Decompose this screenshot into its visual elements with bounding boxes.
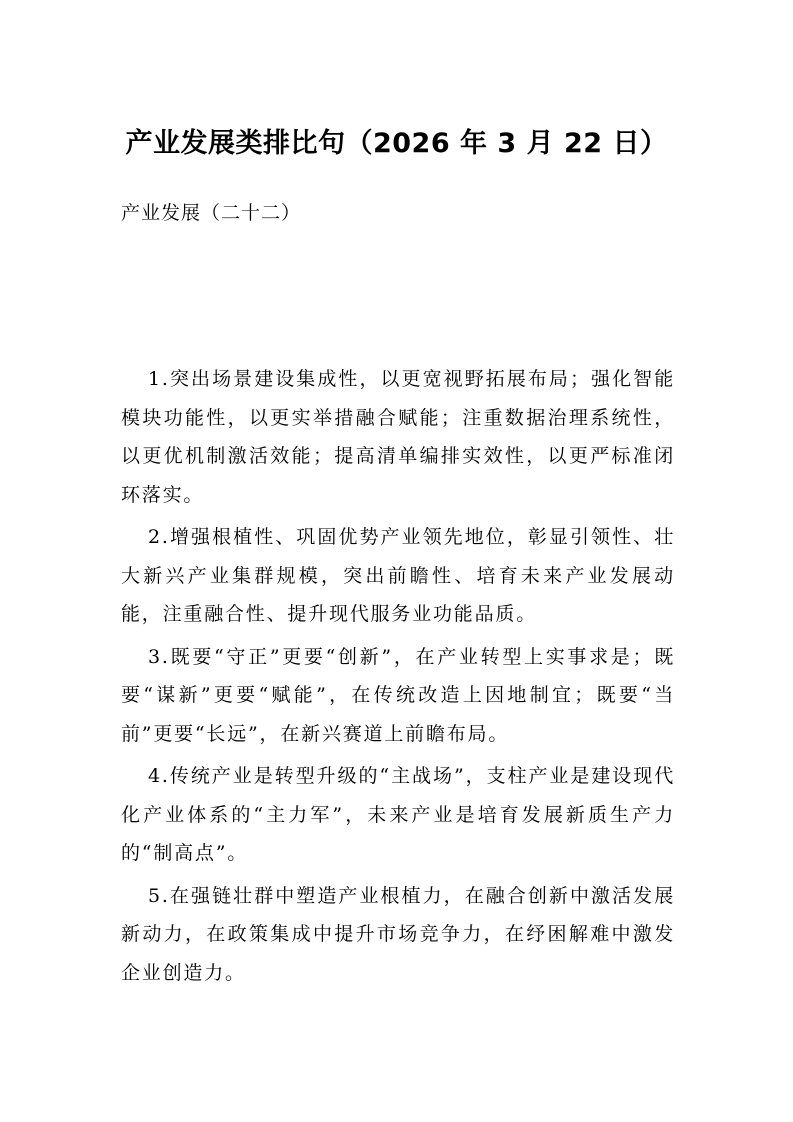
paragraph-2: 2.增强根植性、巩固优势产业领先地位，彰显引领性、壮大新兴产业集群规模，突出前瞻性、培育未来产业发展动能，注重融合性、提升现代服务业功能品质。 [121, 526, 675, 625]
paragraph-1: 1.突出场景建设集成性，以更宽视野拓展布局；强化智能模块功能性，以更实举措融合赋能；注重数据治理系统性，以更优机制激活效能；提高清单编排实效性，以更严标准闭环落实。 [121, 368, 675, 506]
document-title: 产业发展类排比句（2026 年 3 月 22 日） [125, 128, 668, 159]
paragraph-3: 3.既要“守正”更要“创新”，在产业转型上实事求是；既要“谋新”更要“赋能”，在传统改造上因地制宜；既要“当前”更要“长远”，在新兴赛道上前瞻布局。 [121, 645, 675, 745]
paragraph-5: 5.在强链壮群中塑造产业根植力，在融合创新中激活发展新动力，在政策集成中提升市场竞争力，在纾困解难中激发企业创造力。 [121, 884, 675, 984]
paragraph-4: 4.传统产业是转型升级的“主战场”，支柱产业是建设现代化产业体系的“主力军”，未来产业是培育发展新质生产力的“制高点”。 [121, 765, 675, 864]
document-body [121, 360, 675, 996]
document-subtitle: 产业发展（二十二） [121, 202, 302, 224]
